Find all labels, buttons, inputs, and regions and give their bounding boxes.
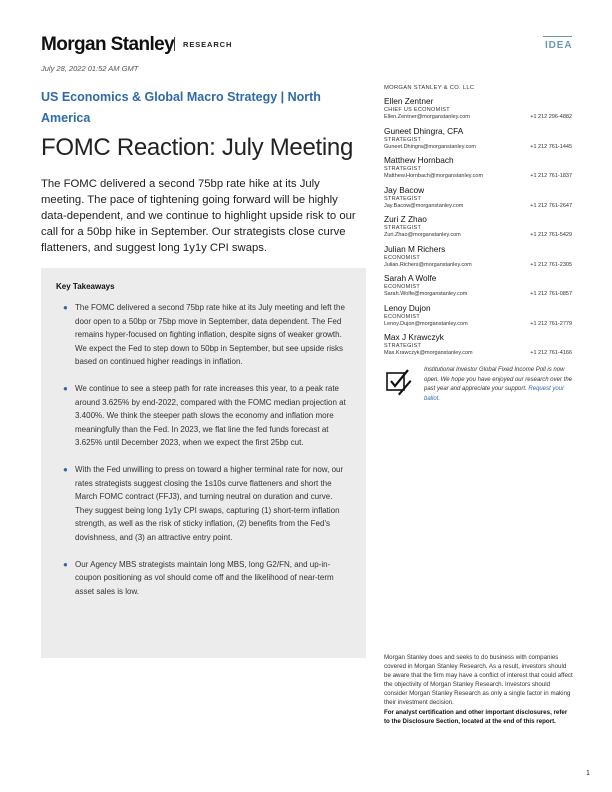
contact-email[interactable]: Lenoy.Dujon@morganstanley.com bbox=[384, 320, 468, 327]
disclaimer bbox=[384, 654, 574, 727]
contact-role: STRATEGIST bbox=[384, 166, 422, 172]
bullet-icon: ● bbox=[63, 464, 68, 474]
contact-name: Zuri Z Zhao bbox=[384, 214, 427, 224]
contact-card bbox=[384, 96, 572, 126]
checkbox-pen-icon bbox=[386, 368, 412, 396]
contact-phone: +1 212 761-1445 bbox=[530, 143, 572, 150]
contact-email[interactable]: Jay.Bacow@morganstanley.com bbox=[384, 202, 464, 209]
contact-phone: +1 212 761-4166 bbox=[530, 350, 572, 356]
bullet-icon: ● bbox=[63, 303, 68, 312]
takeaway-item bbox=[56, 558, 352, 599]
takeaway-text: The FOMC delivered a second 75bp rate hike at its July meeting and left the door open to a 50bp or 75bp move in September, data dependent. The Fed remains hyper-focused on fighting inflation, despite signs of weaker growth. We expect the Fed to step down to 50bp in September, but see upside risks based on continued higher readings in inflation. bbox=[75, 303, 345, 367]
takeaway-text: Our Agency MBS strategists maintain long MBS, long G2/FN, and up-in-coupon positioning as vol should come off and the likelihood of near-term asset sales is low. bbox=[75, 559, 334, 596]
takeaway-text: We continue to see a steep path for rate increases this year, to a peak rate around 3.625% by end-2022, compared with the FOMC median projection at 3.400%. We think the steeper path slows the economy and inflation more meaningfully than the Fed. In 2023, we flat line the fed funds forecast at 3.625% until December 2023, when we expect the first 25bp cut. bbox=[75, 383, 346, 448]
bullet-icon: ● bbox=[63, 383, 68, 393]
contact-name: Jay Bacow bbox=[384, 184, 425, 195]
idea-rule bbox=[543, 36, 572, 37]
contact-email[interactable]: Max.Krawczyk@morganstanley.com bbox=[384, 350, 473, 356]
contact-card bbox=[384, 185, 572, 215]
contact-name: Guneet Dhingra, CFA bbox=[384, 125, 464, 136]
takeaway-text: With the Fed unwilling to press on toward a higher terminal rate for now, our rates strategists suggest closing the 1s10s curve flatteners and short the March FOMC contract (FFJ3), and turning neutral on duration and curve. They suggest being long 1y1y CPI swaps, capturing (1) short-term inflation strength, as well as the risk of sticky inflation, (2) benefits from the Fed's dovishness, and (3) an attractive entry point. bbox=[75, 464, 344, 542]
firm-name: MORGAN STANLEY & CO. LLC bbox=[384, 85, 475, 91]
report-title: FOMC Reaction: July Meeting bbox=[41, 134, 354, 161]
contact-role: STRATEGIST bbox=[384, 195, 422, 202]
report-lede: The FOMC delivered a second 75bp rate hike at its July meeting. The pace of tightening going forward will be highly data-dependent, and we continue to highlight upside risk to our call for a 50bp hike in September. Our strategists close curve flatteners, and suggest long 1y1y CPI swaps. bbox=[41, 178, 356, 254]
contact-card bbox=[384, 332, 572, 362]
contact-phone: +1 212 761-1837 bbox=[530, 173, 572, 179]
key-takeaways-list bbox=[56, 301, 352, 598]
contact-phone: +1 212 761-2305 bbox=[530, 261, 572, 268]
section-label: RESEARCH bbox=[183, 40, 233, 49]
idea-tag: IDEA bbox=[545, 40, 573, 51]
publish-date: July 28, 2022 01:52 AM GMT bbox=[41, 64, 139, 73]
contact-role: CHIEF US ECONOMIST bbox=[384, 107, 450, 113]
contact-email[interactable]: Matthew.Hornbach@morganstanley.com bbox=[384, 173, 484, 179]
contact-list bbox=[384, 96, 572, 362]
contact-email[interactable]: Sarah.Wolfe@morganstanley.com bbox=[384, 291, 468, 297]
takeaway-item bbox=[56, 463, 352, 545]
contact-phone: +1 212 761-2779 bbox=[530, 320, 572, 327]
disclosure-note: For analyst certification and other important disclosures, refer to the Disclosure Section, located at the end of this report. bbox=[384, 709, 568, 726]
contact-role: ECONOMIST bbox=[384, 254, 421, 261]
bullet-icon: ● bbox=[63, 559, 68, 569]
report-series: US Economics & Global Macro Strategy | North America bbox=[41, 90, 321, 125]
contact-card bbox=[384, 214, 572, 244]
contact-email[interactable]: Julian.Richers@morganstanley.com bbox=[384, 261, 472, 268]
contact-name: Julian M Richers bbox=[384, 243, 446, 254]
page-number: 1 bbox=[586, 770, 590, 777]
contact-card bbox=[384, 244, 572, 274]
contact-name: Max J Krawczyk bbox=[384, 332, 444, 342]
contact-name: Ellen Zentner bbox=[384, 96, 434, 106]
contact-role: STRATEGIST bbox=[384, 343, 422, 349]
contact-role: ECONOMIST bbox=[384, 284, 421, 290]
contact-role: STRATEGIST bbox=[384, 136, 422, 143]
contact-email[interactable]: Guneet.Dhingra@morganstanley.com bbox=[384, 143, 476, 150]
request-ballot-link[interactable]: Request your ballot. bbox=[424, 386, 565, 402]
contact-phone: +1 212 761-0857 bbox=[530, 291, 572, 297]
contact-phone: +1 212 761-2647 bbox=[530, 202, 572, 209]
contact-email[interactable]: Zuri.Zhao@morganstanley.com bbox=[384, 232, 461, 238]
disclaimer-text: Morgan Stanley does and seeks to do business with companies covered in Morgan Stanley Research. As a result, investors should be aware that the firm may have a conflict of interest that could affect the objectivity of Morgan Stanley Research. Investors should consider Morgan Stanley Research as only a single factor in making their investment decision. bbox=[384, 654, 573, 706]
contact-role: ECONOMIST bbox=[384, 313, 421, 320]
contact-role: STRATEGIST bbox=[384, 225, 422, 231]
takeaway-item bbox=[56, 382, 352, 450]
contact-card bbox=[384, 155, 572, 185]
brand-logo: Morgan Stanley bbox=[41, 34, 175, 55]
key-takeaways-heading: Key Takeaways bbox=[56, 282, 115, 291]
contact-phone: +1 212 296-4882 bbox=[530, 114, 572, 120]
contact-card bbox=[384, 303, 572, 333]
contact-phone: +1 212 761-5429 bbox=[530, 232, 572, 238]
header-divider bbox=[174, 37, 175, 51]
contact-name: Matthew Hornbach bbox=[384, 155, 454, 165]
poll-text: Institutional Investor Global Fixed Income Poll is now open. We hope you have enjoyed our research over the past year and appreciate your support. bbox=[424, 367, 572, 393]
takeaway-item bbox=[56, 301, 352, 369]
contact-name: Lenoy Dujon bbox=[384, 302, 431, 313]
poll-notice bbox=[424, 366, 574, 404]
key-takeaways-box bbox=[41, 268, 366, 658]
contact-email[interactable]: Ellen.Zentner@morganstanley.com bbox=[384, 114, 470, 120]
contact-card bbox=[384, 273, 572, 303]
contact-card bbox=[384, 126, 572, 156]
contact-name: Sarah A Wolfe bbox=[384, 273, 437, 283]
